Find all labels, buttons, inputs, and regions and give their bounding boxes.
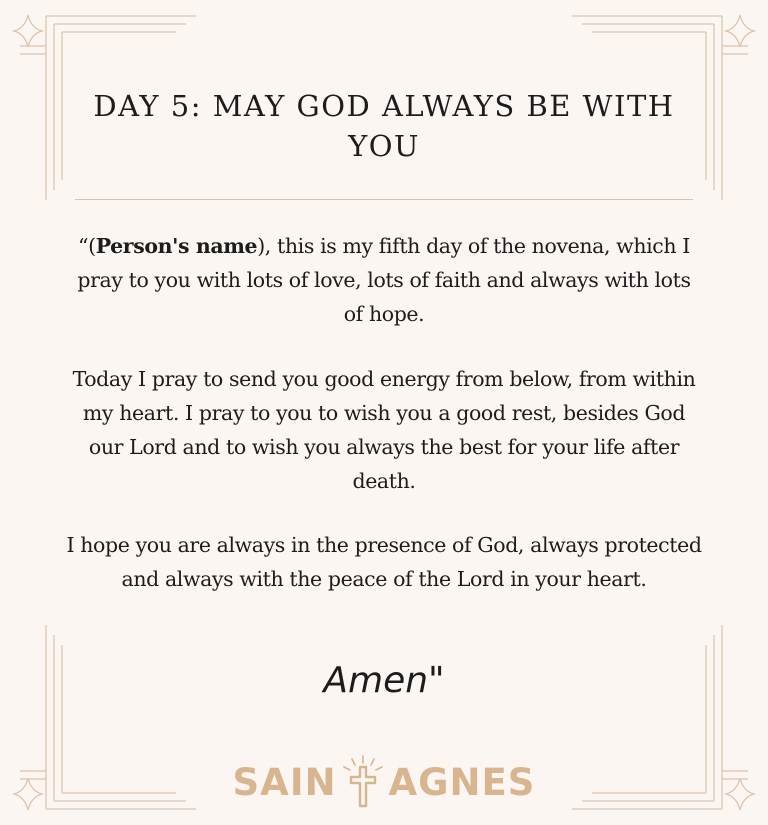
closing-amen: Amen" <box>323 660 445 701</box>
paragraph-1-text: ), this is my fifth day of the novena, which I pray to you with lots of love, lots of faith and always with lots of hope. <box>77 234 691 326</box>
cross-icon <box>339 752 387 812</box>
page-title: DAY 5: MAY GOD ALWAYS BE WITH YOU <box>93 89 675 163</box>
corner-star-icon <box>726 15 754 47</box>
saint-agnes-logo <box>0 752 768 812</box>
prayer-paragraph-1 <box>66 229 702 331</box>
prayer-paragraph-2: Today I pray to send you good energy from below, from within my heart. I pray to you to wish you a good rest, besides God our Lord and to wish you always the best for your life after death. <box>72 367 696 493</box>
corner-star-icon <box>14 15 42 47</box>
logo-text-right: AGNES <box>388 760 536 804</box>
person-name-placeholder: Person's name <box>95 234 258 258</box>
open-quote: “( <box>78 234 96 258</box>
title-divider <box>75 199 693 200</box>
logo-text-left: SAIN <box>232 760 337 804</box>
prayer-paragraph-3: I hope you are always in the presence of God, always protected and always with the peace of the Lord in your heart. <box>66 533 702 591</box>
